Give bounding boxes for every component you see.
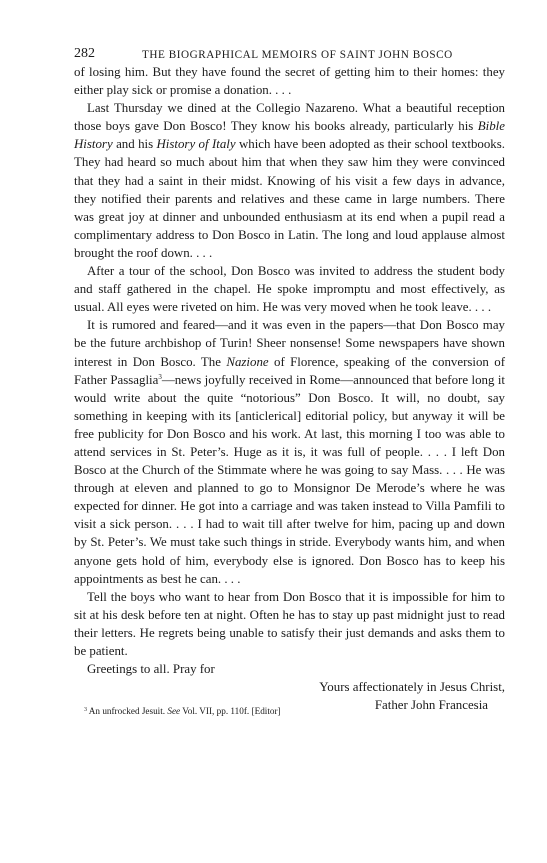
footnote xyxy=(84,705,505,717)
footnote-text: An unfrocked Jesuit. See Vol. VII, pp. 110f. [Editor] xyxy=(87,706,281,716)
paragraph: After a tour of the school, Don Bosco was invited to address the student body and staff gathered in the chapel. He spoke impromptu and most effectively, as usual. All eyes were riveted on him. He was very moved when he took leave. . . . xyxy=(74,264,505,315)
italic-title: See xyxy=(167,706,181,716)
italic-title: Bible History xyxy=(74,119,505,152)
footnote-marker: 3 xyxy=(84,707,87,713)
italic-title: Nazione xyxy=(226,354,269,369)
paragraph: of losing him. But they have found the secret of getting him to their homes: they either play sick or promise a donation. . . . xyxy=(74,65,505,98)
running-title: THE BIOGRAPHICAL MEMOIRS OF SAINT JOHN BOSCO xyxy=(142,49,453,61)
paragraph: It is rumored and feared—and it was even in the papers—that Don Bosco may be the future archbishop of Turin! Sheer nonsense! Some newspapers have shown interest in Don Bosco. The Nazione of Florence, speaking of the conversion of Father Passaglia$^3$—news joyfully received in Rome—announced that before long it would write about the quite “notorious” Don Bosco. It will, no doubt, say something in keeping with its [anticlerical] editorial policy, but anyway it will be free publicity for Don Bosco and his work. At last, this morning I too was able to attend services in St. Peter’s. Huge as it is, it was full of people. . . . I left Don Bosco at the Church of the Stimmate where he was going to say Mass. . . . He was through at eleven and planned to go to Monsignor De Merode’s where he was expected for dinner. He got into a carriage and was taken instead to Villa Pamfili to visit a sick person. . . . I had to wait till after twelve for him, pacing up and down by St. Peter’s. We must take such things in stride. Everybody wants him, and when anyone gets hold of him, everybody else is ignored. Don Bosco has to keep his appointments as best he can. . . . xyxy=(74,318,505,586)
paragraph: Last Thursday we dined at the Collegio Nazareno. What a beautiful reception those boys gave Don Bosco! They know his books already, particularly his Bible History and his History of Italy which have been adopted as their school textbooks. They had heard so much about him that when they saw him they were convinced that they had a saint in their midst. Knowing of his visit a few days in advance, they notified their parents and relatives and these came in large numbers. There was great joy at dinner and unbounded enthusiasm at its end when a pupil read a complimentary address to Don Bosco in Latin. The long and loud applause almost brought the roof down. . . . xyxy=(74,101,505,260)
paragraph: Tell the boys who want to hear from Don Bosco that it is impossible for him to sit at his desk before ten at night. Often he has to stay up past midnight just to read their letters. He regrets being unable to satisfy their just demands and asks them to be patient. xyxy=(74,589,505,658)
closing-salutation: Yours affectionately in Jesus Christ, xyxy=(319,680,505,695)
page-header xyxy=(74,45,505,63)
page-number: 282 xyxy=(74,46,95,61)
letter-body xyxy=(74,63,505,714)
footnote-reference: 3 xyxy=(158,372,162,381)
signature-name: Father John Francesia xyxy=(374,698,488,713)
greeting: Greetings to all. Pray for xyxy=(87,662,215,677)
italic-title: History of Italy xyxy=(156,137,236,152)
